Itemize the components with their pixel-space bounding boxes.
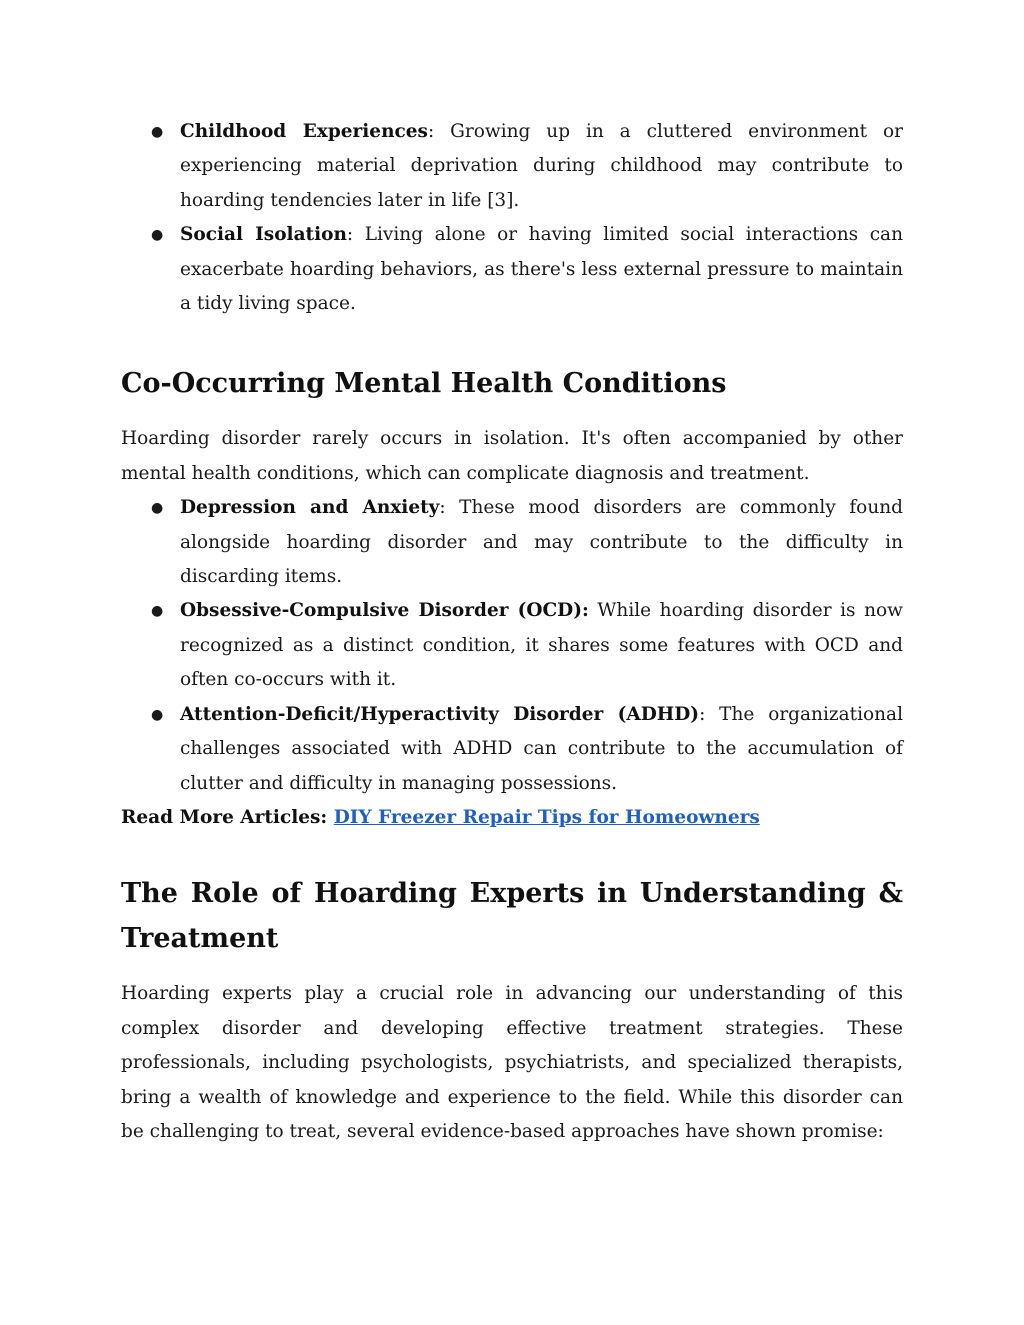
list-item-term: Social Isolation <box>180 224 347 246</box>
bullet-icon: ● <box>151 227 164 244</box>
bullet-icon: ● <box>151 500 164 517</box>
bullet-icon: ● <box>151 706 164 723</box>
section-heading-hoarding-experts: The Role of Hoarding Experts in Understanding & Treatment <box>121 878 903 955</box>
list-item-term: Obsessive-Compulsive Disorder (OCD): <box>180 600 589 622</box>
list-item-text: While hoarding disorder is now recognized as a distinct condition, it shares some features with OCD and often co-occurs with it. <box>180 600 903 691</box>
bullet-icon: ● <box>151 124 164 140</box>
list-item-term: Depression and Anxiety <box>180 497 440 519</box>
list-item-text: : Living alone or having limited social interactions can exacerbate hoarding behaviors, as there's less external pressure to maintain a tidy living space. <box>180 224 903 315</box>
read-more-label: Read More Articles: <box>121 806 334 828</box>
section-body-paragraph: Hoarding experts play a crucial role in advancing our understanding of this complex disorder and developing effective treatment strategies. These professionals, including psychologists, psychiatrists, and specialized therapists, bring a wealth of knowledge and experience to the field. While this disorder can be challenging to treat, several evidence-based approaches have shown promise: <box>121 983 903 1142</box>
list-item <box>151 218 903 321</box>
list-item-term: Attention-Deficit/Hyperactivity Disorder (ADHD) <box>180 703 700 725</box>
document-page <box>121 115 903 1149</box>
list-item-text: : Growing up in a cluttered environment or experiencing material deprivation during childhood may contribute to hoarding tendencies later in life [3]. <box>180 121 903 211</box>
list-item-text: : These mood disorders are commonly found alongside hoarding disorder and may contribute to the difficulty in discarding items. <box>180 497 903 588</box>
list-item <box>151 698 904 801</box>
conditions-bullet-list <box>121 491 903 801</box>
section-heading-co-occurring: Co-Occurring Mental Health Conditions <box>121 368 727 400</box>
read-more-line <box>121 801 903 835</box>
bullet-icon: ● <box>151 603 164 620</box>
read-more-link[interactable]: DIY Freezer Repair Tips for Homeowners <box>333 806 760 828</box>
list-item <box>151 115 903 218</box>
list-item <box>151 491 903 594</box>
list-item-term: Childhood Experiences <box>180 121 428 142</box>
top-bullet-list <box>121 115 903 321</box>
list-item-text: : The organizational challenges associated with ADHD can contribute to the accumulation of clutter and difficulty in managing possessions. <box>180 703 904 794</box>
list-item <box>151 594 903 697</box>
section-intro-paragraph: Hoarding disorder rarely occurs in isolation. It's often accompanied by other mental health conditions, which can complicate diagnosis and treatment. <box>121 428 903 484</box>
